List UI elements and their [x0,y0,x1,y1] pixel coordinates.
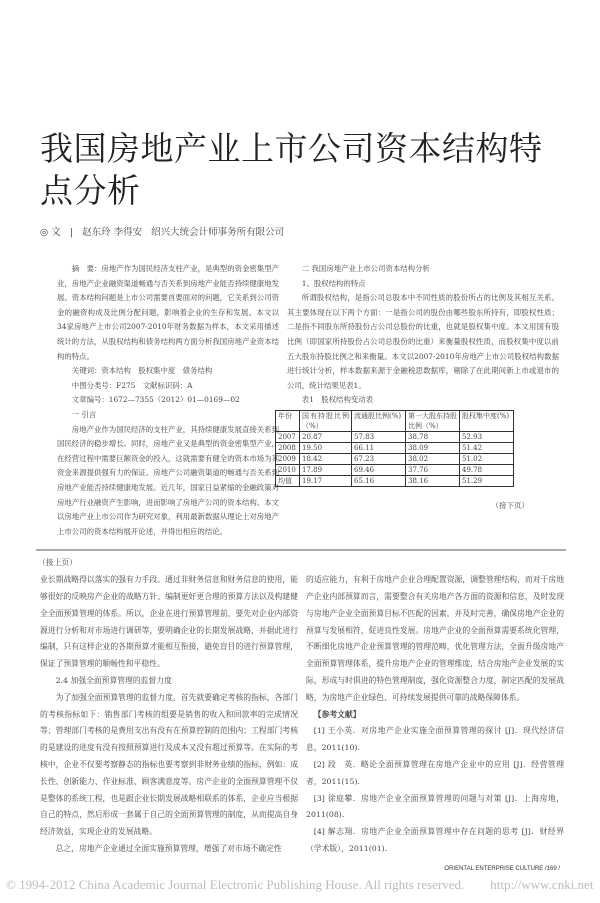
section2-subheading: 1、股权结构的特点 [301,278,366,288]
copyright-footer: © 1994-2012 China Academic Journal Electronic Publishing House. All rights reserved. http://www.cnki.net [6,876,594,892]
table-cell: 57.83 [352,431,406,442]
classification: 中图分类号：F275 文献标识码：A [71,380,193,390]
table-cell: 49.78 [460,464,514,475]
table-header [276,410,514,431]
lower-columns [40,572,564,858]
table-cell: 38.02 [406,453,460,464]
table-cell: 20.87 [300,431,352,442]
section2-heading: 二 我国房地产业上市公司资本结构分析 [301,264,430,273]
references-heading: 【参考文献】 [313,709,361,719]
header-cell: 国有持股比例（%） [300,410,352,431]
table-row [276,442,514,453]
upper-columns [40,262,564,539]
table-cell: 17.89 [300,464,352,475]
ownership-table [275,410,514,487]
lower-left-para-3: 总之，房地产企业通过全面实施预算管理，增强了对市场不确定性 [55,844,282,854]
lower-left-heading: 2.4 加强全面预算管理的监督力度 [55,676,172,686]
table-cell: 2007 [276,431,300,442]
table-caption: 表1 股权结构变动表 [301,395,374,405]
article-title [40,128,560,212]
header-cell: 第一大股东持股比例（%） [406,410,460,431]
table-row [276,453,514,464]
reference-item: [1] 王小英．对房地产企业实施全面预算管理的探讨 [J]．现代经济信息，2011(10)． [306,726,564,753]
table-cell: 2008 [276,442,300,453]
table-cell: 19.50 [300,442,352,453]
section-divider [36,549,566,551]
table-cell: 65.16 [352,475,406,486]
table-cell: 51.02 [460,453,514,464]
continued-next: （接下页） [491,500,529,510]
lower-left-para-1: 业长期战略得以落实的强有力手段。通过非财务信息和财务信息的使用，能够很好的反映房产企业的战略方针、编制更好更合理的预算方法以及构建健全全面预算管理的体系。所以，企业在进行预算管理前，要先对企业内部资源进行分析和对市场进行调研等，要明确企业的长期发展战略，并据此进行编制，只有这样企业的各期预算才能相互衔接，避免盲目的进行预算管理，保证了预算管理的顺畅性和平稳性。 [40,575,298,669]
header-cell: 流通股比例(%) [352,410,406,431]
section2-paragraph: 所谓股权结构，是指公司总股本中不同性质的股份所占的比例及其相互关系。其主要体现在以下两个方面：一是指公司的股份由哪些股东所持有，即股权性质；二是指不同股东所持股份占公司总股份的比重，也就是股权集中度。本文用国有股比例（即国家所持股份占公司总股份的比重）来衡量股权性质，而股权集中度以前五大股东持股比例之和来衡量。本文以2007-2010年房地产上市公司股权结构数据进行统计分析，样本数据来源于金融税思数据库，剔除了在此期间新上市或退市的公司，统计结果见表1。 [287,293,559,390]
reference-item: [3] 徐庭攀．房地产企业全面预算管理的问题与对策 [J]．上海房地，2011(08)． [306,793,564,820]
table-cell: 19.17 [300,475,352,486]
journal-footer: ORIENTAL ENTERPRISE CULTURE /169 / [444,865,560,872]
table-row [276,475,514,486]
lower-right-para: 的适应能力，有利于房地产企业合理配置资源，调整管理结构，而对于房地产企业内部预算而言，需要整合有关房地产各方面的资源和信息，及时发现与房地产企业全面预算目标不匹配的因素，并及时完善，确保房地产企业的预算与发展相符，促进良性发展。房地产企业的全面预算需要系统化管理，不断细化房地产企业预算管理的管理范畴，优化管理方法，全面升级房地产全面预算管理体系，提升房地产企业的管理维度，结合房地产企业发展的实际，形成与时俱进的特色管理制度，强化资源整合力度，制定匹配的发展战略，为房地产企业绿色、可持续发展提供可靠的战略保障体系。 [306,575,564,702]
intro-paragraph: 房地产业作为国民经济的支柱产业，其持续健康发展直接关系到国民经济的稳步增长。同时，房地产业又是典型的资金密集型产业，在经营过程中需要巨额资金的投入，这就需要有健全的资本市场为其资金来源提供强有力的保证。房地产公司融资渠道的畅通与否关系到房地产业能否持续健康地发展。近几年，国家日益紧缩的金融政策对房地产行业融资产生影响，进而影响了房地产公司的资本结构。本文以房地产业上市公司作为研究对象，利用最新数据从理论上对房地产上市公司的资本结构展开论述，并得出相应的结论。 [57,424,279,536]
table-cell: 69.46 [352,464,406,475]
table-cell: 38.09 [406,442,460,453]
continued-prev: （接上页） [38,558,77,568]
table-cell: 51.29 [460,475,514,486]
table-cell: 均值 [276,475,300,486]
table-row [276,464,514,475]
table-cell: 37.76 [406,464,460,475]
table-cell: 2009 [276,453,300,464]
table-cell: 18.42 [300,453,352,464]
intro-heading: 一 引言 [71,409,97,419]
table-cell: 52.93 [460,431,514,442]
table-cell: 38.16 [406,475,460,486]
table-cell: 51.42 [460,442,514,453]
table-cell: 2010 [276,464,300,475]
table-row [276,431,514,442]
right-column [278,262,559,539]
title-line-2: 点分析 [40,171,141,210]
header-cell: 股权集中度(%) [460,410,514,431]
header-cell: 年份 [276,410,300,431]
reference-item: [2] 段 英．略论全面预算管理在房地产企业中的应用 [J]．经营管理者，2011(15)． [306,760,564,786]
byline-mark: ◎ 文 [40,227,61,238]
article-number: 文章编号：1672—7355（2012）01—0169—02 [71,395,240,405]
table-cell: 38.78 [406,431,460,442]
lower-left-column [40,572,298,858]
authors: 赵东玲 李得安 [82,227,143,238]
byline-separator: | [69,227,74,238]
title-line-1: 我国房地产业上市公司资本结构特 [40,129,543,168]
abstract: 摘 要：房地产作为国民经济支柱产业，是典型的资金密集型产业，房地产企业融资渠道畅通与否关系到房地产业能否持续健康地发展。资本结构问题是上市公司需要首要面对的问题，它关系到公司资金的融资构成及比例分配问题，影响着企业的生存和发展。本文以34家房地产上市公司2007-2010年财务数据为样本，本文采用描述统计的方法，从股权结构和债务结构两方面分析我国房地产业资本结构的特点。 [57,264,279,361]
reference-item: [4] 解志翔．房地产企业全面预算管理中存在问题的思考 [J]．财经界（学术版），2011(01)． [306,827,564,854]
lower-right-column [306,572,564,858]
affiliation: 绍兴大统会计师事务所有限公司 [151,227,285,238]
keywords: 关键词：资本结构 股权集中度 债务结构 [71,366,213,376]
table-cell: 66.11 [352,442,406,453]
lower-left-para-2: 为了加强全面预算管理的监督力度，首先就要确定考核的指标，各部门的考核指标如下：销售部门考核的组要是销售的收入和回款率的完成情况等；管理部门考核的是费用支出有没有在预算控制的范围内；工程部门考核的是建设的进度有没有按照预算进行及成本又没有超过预算等。在实际的考核中，企业不仅要考察静态的指标也要考察到非财务业绩的指标，例如：成长性、创新能力、作业标准、顾客满意度等。房产企业的全面预算管理不仅是整体的系统工程，也是跟企业长期发展战略相联系的体系，企业应当根据自己的特点，然后形成一套属于自己的全面预算管理的制度，从而提高自身经济效益，实现企业的发展战略。 [40,692,298,837]
table-cell: 67.23 [352,453,406,464]
left-column [57,262,279,539]
byline [40,224,564,238]
